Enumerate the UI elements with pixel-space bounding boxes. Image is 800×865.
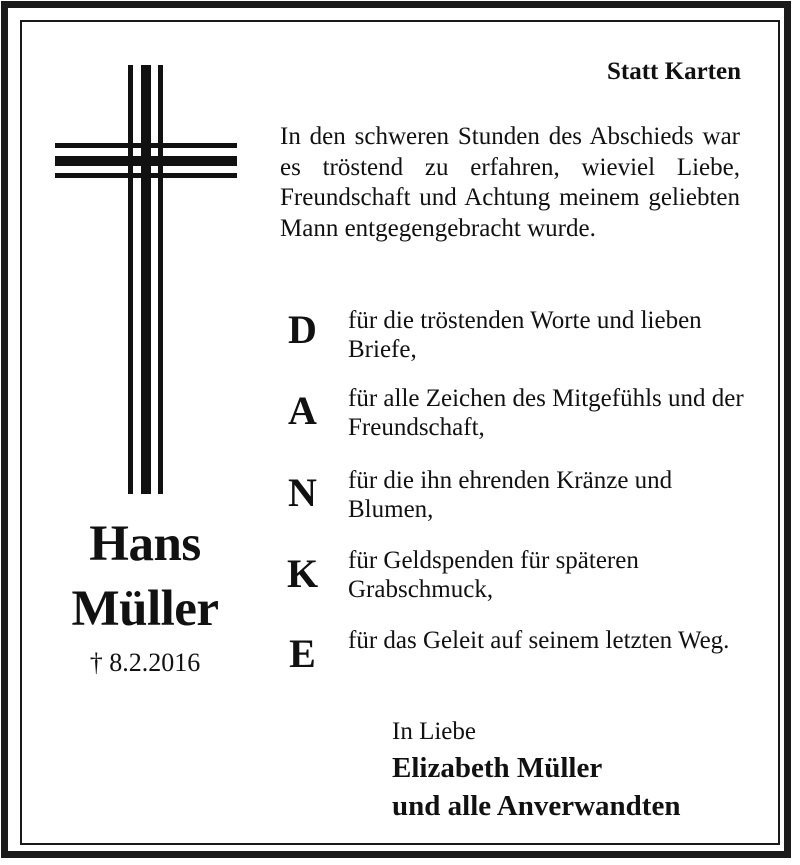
signer-relatives: und alle Anverwandten [392, 790, 681, 822]
death-date: † 8.2.2016 [89, 648, 201, 677]
danke-letter: E [289, 631, 316, 676]
danke-text: für das Geleit auf seinem letzten Weg. [348, 627, 730, 654]
danke-letter: K [286, 551, 319, 596]
danke-text: für die tröstenden Worte und lieben Briefe, [348, 307, 702, 363]
danke-text: für alle Zeichen des Mitgefühls und der Freundschaft, [348, 385, 744, 441]
closing-greeting: In Liebe [392, 718, 476, 745]
deceased-last-name: Müller [71, 581, 219, 637]
signer-name: Elizabeth Müller [392, 752, 603, 784]
danke-item [280, 546, 750, 616]
heading: Statt Karten [607, 58, 741, 85]
danke-item [280, 466, 750, 536]
danke-letter: N [288, 470, 317, 515]
cross-icon [55, 65, 237, 494]
danke-item [280, 626, 750, 696]
danke-letter: D [288, 307, 317, 352]
danke-letter: A [288, 388, 317, 433]
danke-text: für Geldspenden für späteren Grabschmuck, [348, 547, 639, 603]
danke-item [280, 306, 750, 376]
danke-item [280, 384, 750, 454]
deceased-first-name: Hans [89, 516, 201, 572]
danke-text: für die ihn ehrenden Kränze und Blumen, [348, 467, 673, 523]
intro-paragraph: In den schweren Stunden des Abschieds war es tröstend zu erfahren, wieviel Liebe, Freundschaft und Achtung meinem geliebten Mann entgegengebracht wurde. [280, 123, 740, 242]
